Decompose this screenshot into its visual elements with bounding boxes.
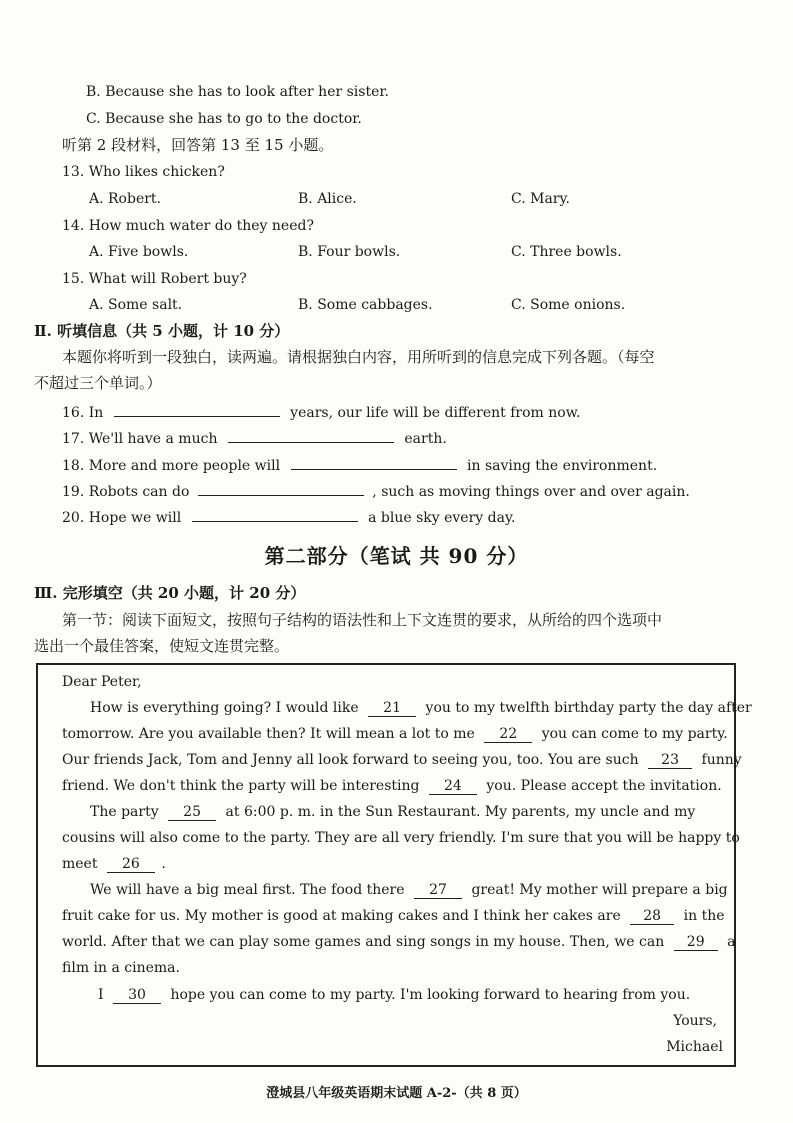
q12-option-c: C. Because she has to go to the doctor.: [86, 111, 362, 127]
letter-line-9: [62, 907, 725, 925]
q14-option-b: B. Four bowls.: [298, 244, 401, 260]
blank-23[interactable]: 23: [648, 752, 692, 769]
item-19: [62, 479, 690, 501]
letter-text: you can come to my party.: [541, 726, 728, 742]
letter-text: .: [161, 856, 166, 872]
letter-text: How is everything going? I would like: [90, 700, 359, 716]
letter-text: friend. We don't think the party will be interesting: [62, 778, 420, 794]
fill-info-instruction-2: 不超过三个单词。）: [34, 374, 162, 392]
blank-21[interactable]: 21: [368, 700, 416, 717]
blank-24[interactable]: 24: [429, 778, 477, 795]
item-18-after: in saving the environment.: [467, 458, 658, 474]
letter-greeting: Dear Peter,: [62, 674, 142, 690]
letter-text: The party: [90, 804, 159, 820]
fill-info-instruction-1: 本题你将听到一段独白，读两遍。请根据独白内容，用所听到的信息完成下列各题。（每空: [62, 348, 655, 366]
section2-instruction: 听第 2 段材料，回答第 13 至 15 小题。: [62, 136, 334, 154]
blank-26[interactable]: 26: [107, 856, 155, 873]
item-17-before: 17. We'll have a much: [62, 431, 218, 447]
fill-info-heading: Ⅱ. 听填信息（共 5 小题，计 10 分）: [34, 322, 290, 340]
page-footer: 澄城县八年级英语期末试题 A-2-（共 8 页）: [266, 1086, 527, 1101]
letter-line-4: [62, 777, 722, 795]
item-20-before: 20. Hope we will: [62, 510, 182, 526]
item-16-blank[interactable]: [114, 400, 280, 417]
item-18-blank[interactable]: [291, 453, 457, 470]
item-17: [62, 426, 447, 448]
blank-28[interactable]: 28: [630, 908, 674, 925]
q14-text: 14. How much water do they need?: [62, 218, 314, 234]
q15-option-a: A. Some salt.: [89, 297, 183, 313]
q13-option-a: A. Robert.: [89, 191, 161, 207]
item-16-after: years, our life will be different from now.: [290, 405, 581, 421]
letter-line-5: [90, 803, 695, 821]
letter-line-7: [62, 855, 166, 873]
letter-text: great! My mother will prepare a big: [471, 882, 728, 898]
item-19-after: , such as moving things over and over again.: [372, 484, 690, 500]
blank-27[interactable]: 27: [414, 882, 462, 899]
item-16: [62, 400, 581, 422]
letter-text: fruit cake for us. My mother is good at making cakes and I think her cakes are: [62, 908, 621, 924]
letter-text: tomorrow. Are you available then? It will mean a lot to me: [62, 726, 475, 742]
q13-option-b: B. Alice.: [298, 191, 357, 207]
letter-line-6: cousins will also come to the party. They are all very friendly. I'm sure that you will be happy to: [62, 830, 740, 846]
q15-option-b: B. Some cabbages.: [298, 297, 433, 313]
q15-option-c: C. Some onions.: [511, 297, 626, 313]
item-17-after: earth.: [404, 431, 447, 447]
letter-text: I: [98, 987, 104, 1003]
letter-text: at 6:00 p. m. in the Sun Restaurant. My parents, my uncle and my: [225, 804, 696, 820]
q14-option-c: C. Three bowls.: [511, 244, 622, 260]
item-18: [62, 453, 657, 475]
letter-line-11: film in a cinema.: [62, 960, 180, 976]
letter-closing: Yours,: [673, 1013, 717, 1029]
item-19-blank[interactable]: [198, 479, 364, 496]
letter-text: you to my twelfth birthday party the day after: [425, 700, 752, 716]
item-18-before: 18. More and more people will: [62, 458, 281, 474]
cloze-instruction-1: 第一节：阅读下面短文，按照句子结构的语法性和上下文连贯的要求，从所给的四个选项中: [62, 611, 663, 629]
item-20-after: a blue sky every day.: [368, 510, 516, 526]
letter-text: hope you can come to my party. I'm looking forward to hearing from you.: [170, 987, 691, 1003]
q12-option-b: B. Because she has to look after her sister.: [86, 84, 389, 100]
blank-29[interactable]: 29: [674, 934, 718, 951]
letter-line-3: [62, 751, 742, 769]
letter-text: We will have a big meal first. The food there: [90, 882, 405, 898]
q13-option-c: C. Mary.: [511, 191, 570, 207]
letter-line-12: [98, 986, 690, 1004]
cloze-heading: Ⅲ. 完形填空（共 20 小题，计 20 分）: [34, 584, 306, 602]
letter-line-1: [90, 699, 752, 717]
letter-text: funny: [701, 752, 742, 768]
blank-30[interactable]: 30: [113, 987, 161, 1004]
blank-22[interactable]: 22: [484, 726, 532, 743]
letter-signature: Michael: [666, 1039, 723, 1055]
letter-text: you. Please accept the invitation.: [486, 778, 722, 794]
item-20-blank[interactable]: [192, 505, 358, 522]
part2-title: 第二部分（笔试 共 90 分）: [264, 544, 529, 568]
item-17-blank[interactable]: [228, 426, 394, 443]
cloze-instruction-2: 选出一个最佳答案，使短文连贯完整。: [34, 637, 290, 655]
q13-text: 13. Who likes chicken?: [62, 164, 225, 180]
letter-line-10: [62, 933, 736, 951]
item-16-before: 16. In: [62, 405, 104, 421]
letter-text: in the: [683, 908, 725, 924]
letter-line-8: [90, 881, 728, 899]
item-20: [62, 505, 515, 527]
letter-text: world. After that we can play some games and sing songs in my house. Then, we can: [62, 934, 665, 950]
q15-text: 15. What will Robert buy?: [62, 271, 247, 287]
item-19-before: 19. Robots can do: [62, 484, 190, 500]
letter-line-2: [62, 725, 728, 743]
q14-option-a: A. Five bowls.: [89, 244, 189, 260]
letter-text: Our friends Jack, Tom and Jenny all look forward to seeing you, too. You are such: [62, 752, 639, 768]
letter-text: meet: [62, 856, 98, 872]
blank-25[interactable]: 25: [168, 804, 216, 821]
letter-text: a: [727, 934, 736, 950]
